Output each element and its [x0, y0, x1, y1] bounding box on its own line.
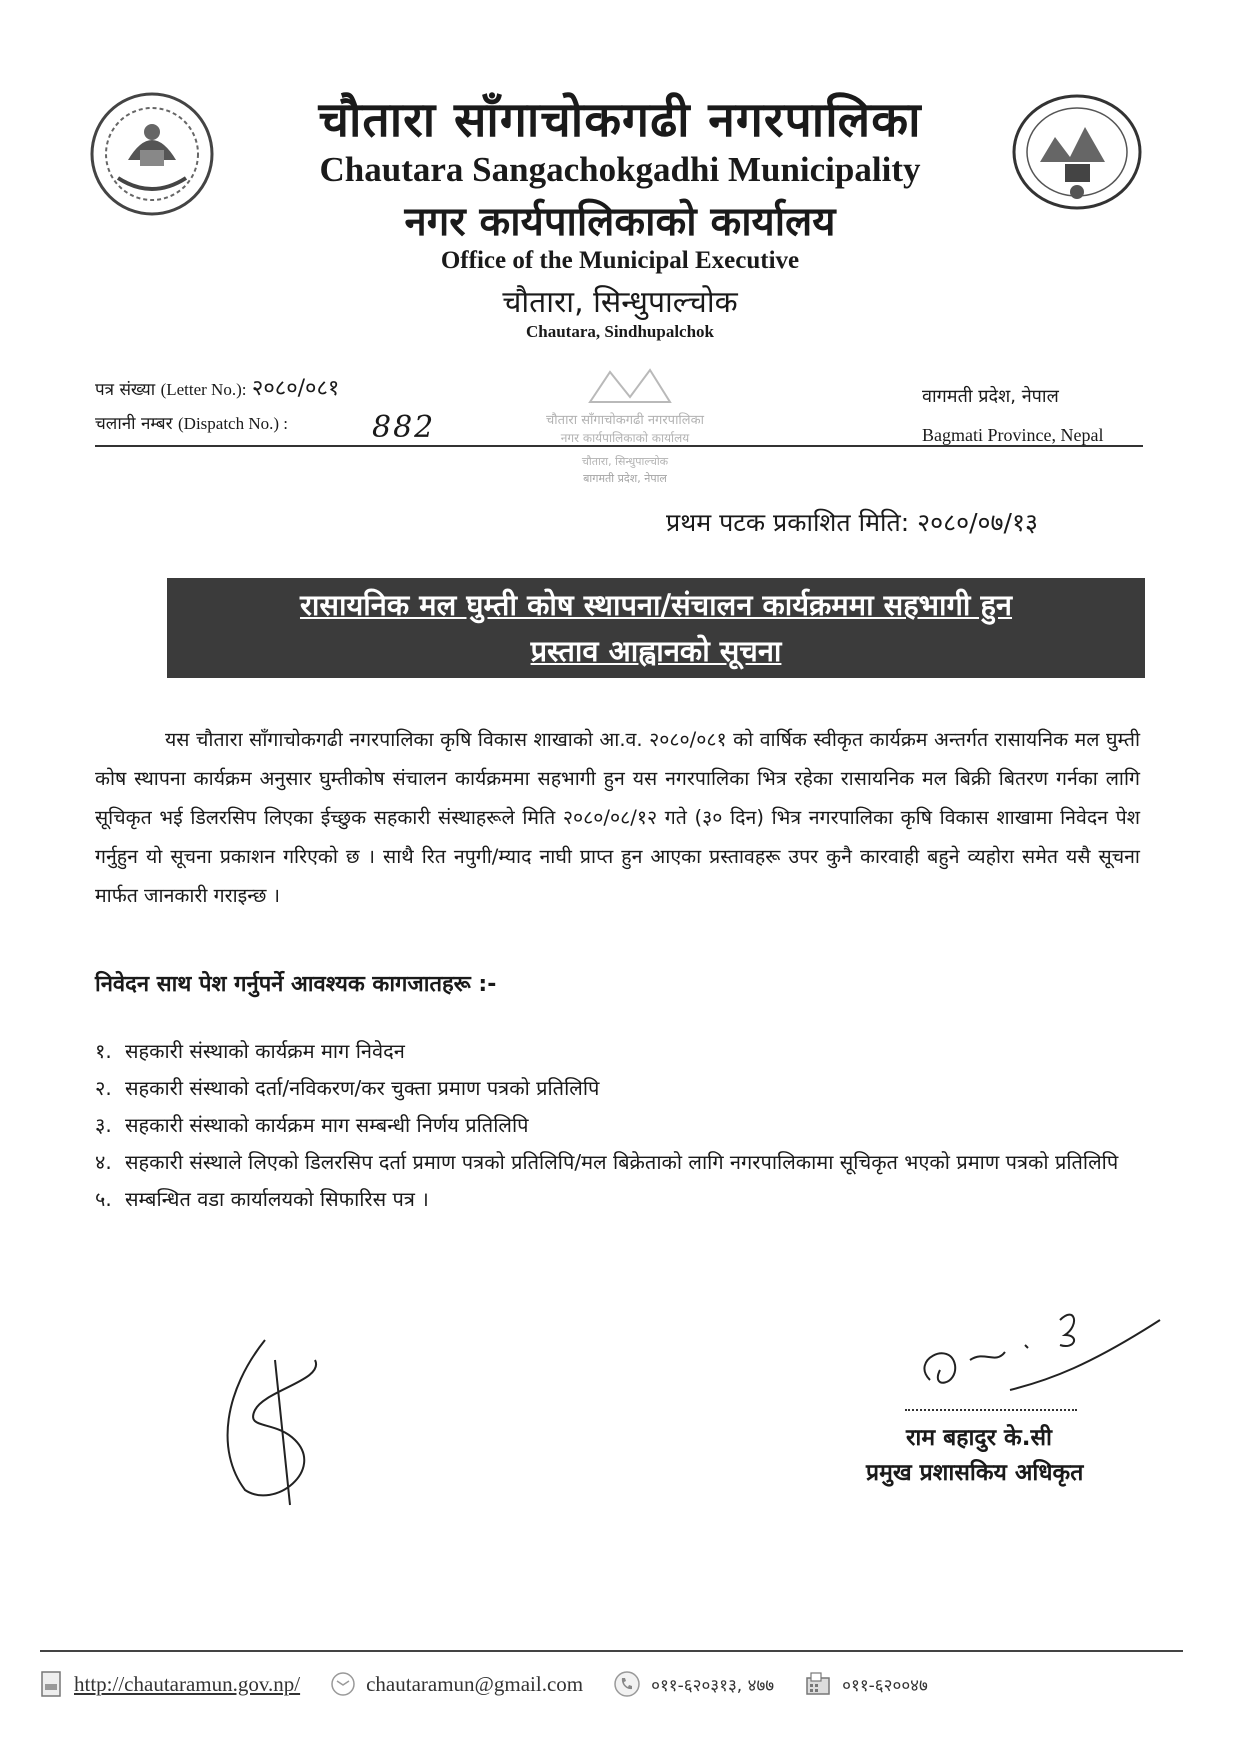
- notice-body: [95, 720, 1140, 915]
- list-item-text: सम्बन्धित वडा कार्यालयको सिफारिस पत्र ।: [125, 1187, 429, 1211]
- officer-title: प्रमुख प्रशासकिय अधिकृत: [866, 1460, 1084, 1486]
- letter-number-label: पत्र संख्या: [95, 380, 156, 400]
- municipality-name-english: Chautara Sangachokgadhi Municipality: [319, 150, 921, 189]
- published-date: प्रथम पटक प्रकाशित मिति: २०८०/०७/१३: [666, 508, 1038, 537]
- email-icon: [330, 1671, 356, 1697]
- list-item: [95, 1181, 1145, 1218]
- list-item-text: सहकारी संस्थाको कार्यक्रम माग निवेदन: [125, 1039, 405, 1063]
- dispatch-number-value: 882: [372, 410, 436, 445]
- list-item: [95, 1070, 1145, 1107]
- footer-phone: [613, 1670, 774, 1698]
- fax-number: ०११-६२००४७: [842, 1675, 928, 1696]
- location-english: Chautara, Sindhupalchok: [525, 322, 715, 341]
- header-divider: [95, 445, 1143, 447]
- letter-meta: [95, 372, 339, 441]
- letter-number-value: २०८०/०८१: [251, 376, 340, 401]
- footer: [40, 1664, 958, 1704]
- website-link[interactable]: http://chautaramun.gov.np/: [74, 1671, 301, 1696]
- list-item: [95, 1107, 1145, 1144]
- list-item-text: सहकारी संस्थाको कार्यक्रम माग सम्बन्धी निर्णय प्रतिलिपि: [125, 1113, 529, 1137]
- web-document-icon: [40, 1670, 64, 1698]
- stamp-line-2: नगर कार्यपालिकाको कार्यालय: [560, 431, 690, 445]
- left-signature: [205, 1330, 365, 1510]
- fax-icon: [804, 1670, 832, 1698]
- list-item-number: ५.: [95, 1187, 112, 1211]
- location-nepali: चौतारा, सिन्धुपाल्चोक: [502, 285, 738, 320]
- list-item: [95, 1144, 1145, 1181]
- requirements-heading: निवेदन साथ पेश गर्नुपर्ने आवश्यक कागजातहरू :-: [95, 972, 497, 997]
- list-item: [95, 1033, 1145, 1070]
- dispatch-number-label-en: (Dispatch No.) :: [178, 414, 289, 433]
- footer-email: [330, 1671, 583, 1697]
- dispatch-number-row: [95, 407, 339, 441]
- footer-fax: [804, 1670, 928, 1698]
- list-item-text: सहकारी संस्थाले लिएको डिलरसिप दर्ता प्रमाण पत्रको प्रतिलिपि/मल बिक्रेताको लागि नगरपालिकामा सूचिकृत भएको प्रमाण पत्रको प्रतिलिपि: [125, 1150, 1119, 1174]
- notice-title-banner: [167, 578, 1145, 678]
- letter-number-row: [95, 372, 339, 407]
- stamp-line-3: चौतारा, सिन्धुपाल्चोक: [581, 455, 669, 468]
- requirements-list: [95, 1033, 1145, 1218]
- list-item-number: ४.: [95, 1150, 112, 1174]
- province-block: [922, 378, 1103, 454]
- signature-line: [905, 1409, 1077, 1411]
- stamp-line-4: बागमती प्रदेश, नेपाल: [583, 472, 667, 485]
- list-item-number: ३.: [95, 1113, 112, 1137]
- office-name-nepali: नगर कार्यपालिकाको कार्यालय: [404, 199, 836, 245]
- province-english: Bagmati Province, Nepal: [922, 425, 1104, 445]
- list-item-number: २.: [95, 1076, 112, 1100]
- officer-name: राम बहादुर के.सी: [906, 1425, 1052, 1451]
- province-nepali: वागमती प्रदेश, नेपाल: [922, 386, 1059, 407]
- list-item-number: १.: [95, 1039, 112, 1063]
- municipality-name-nepali: चौतारा साँगाचोकगढी नगरपालिका: [318, 92, 922, 148]
- stamp-line-1: चौतारा साँगाचोकगढी नगरपालिका: [546, 413, 704, 428]
- notice-title-line-2: प्रस्ताव आह्वानको सूचना: [530, 634, 782, 668]
- letter-number-label-en: (Letter No.):: [160, 380, 247, 399]
- email-address[interactable]: chautaramun@gmail.com: [366, 1671, 584, 1696]
- footer-divider: [40, 1650, 1183, 1652]
- notice-body-paragraph: यस चौतारा साँगाचोकगढी नगरपालिका कृषि विकास शाखाको आ.व. २०८०/०८१ को वार्षिक स्वीकृत कार्यक्रम अन्तर्गत रासायनिक मल घुम्ती कोष स्थापना कार्यक्रम अनुसार घुम्तीकोष संचालन कार्यक्रममा सहभागी हुन यस नगरपालिका भित्र रहेका रासायनिक मल बिक्री बितरण गर्नका लागि सूचिकृत भई डिलरसिप लिएका ईच्छुक सहकारी संस्थाहरूले मिति २०८०/०८/१२ गते (३० दिन) भित्र नगरपालिका कृषि विकास शाखामा निवेदन पेश गर्नुहुन यो सूचना प्रकाशन गरिएको छ । साथै रित नपुगी/म्याद नाघी प्राप्त हुन आएका प्रस्तावहरू उपर कुनै कारवाही बहुने व्यहोरा समेत यसै सूचना मार्फत जानकारी गराइन्छ ।: [95, 728, 1140, 907]
- office-stamp: [530, 362, 720, 497]
- phone-icon: [613, 1670, 641, 1698]
- footer-website: [40, 1670, 300, 1698]
- dispatch-number-label: चलानी नम्बर: [95, 414, 173, 434]
- list-item-text: सहकारी संस्थाको दर्ता/नविकरण/कर चुक्ता प्रमाण पत्रको प्रतिलिपि: [125, 1076, 600, 1100]
- right-signature: [910, 1290, 1190, 1400]
- office-name-english: Office of the Municipal Executive: [440, 247, 800, 274]
- phone-number: ०११-६२०३१३, ४७७: [651, 1675, 775, 1696]
- notice-title-line-1: रासायनिक मल घुम्ती कोष स्थापना/संचालन कार्यक्रममा सहभागी हुन: [299, 588, 1013, 622]
